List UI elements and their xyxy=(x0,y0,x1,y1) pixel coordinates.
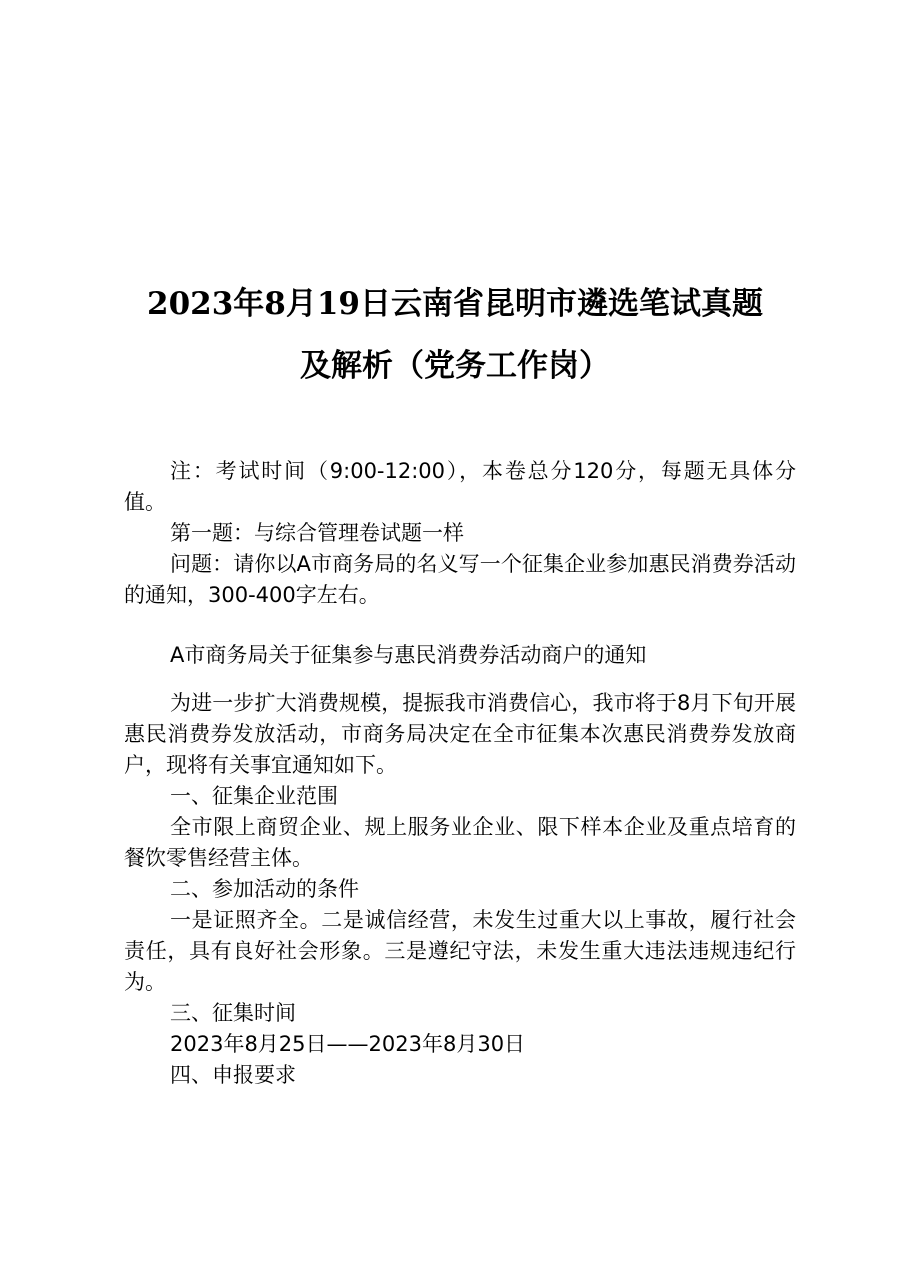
question-one-label: 第一题：与综合管理卷试题一样 xyxy=(170,521,464,545)
section-1-body: 全市限上商贸企业、规上服务业企业、限下样本企业及重点培育的餐饮零售经营主体。 xyxy=(124,815,796,870)
document-title-line1: 2023年8月19日云南省昆明市遴选笔试真题 xyxy=(147,286,763,322)
question-text: 问题：请你以A市商务局的名义写一个征集企业参加惠民消费券活动的通知，300-400字左右。 xyxy=(124,552,796,607)
notice-intro: 为进一步扩大消费规模，提振我市消费信心，我市将于8月下旬开展惠民消费券发放活动，市商务局决定在全市征集本次惠民消费券发放商户，现将有关事宜通知如下。 xyxy=(124,691,796,777)
section-3-heading: 三、征集时间 xyxy=(170,1001,296,1025)
section-3-body: 2023年8月25日——2023年8月30日 xyxy=(170,1032,526,1056)
document-title-line2: 及解析（党务工作岗） xyxy=(300,348,610,384)
notice-title: A市商务局关于征集参与惠民消费券活动商户的通知 xyxy=(170,643,647,667)
section-1-heading: 一、征集企业范围 xyxy=(170,784,338,808)
notice-title-block xyxy=(124,640,796,671)
exam-note: 注：考试时间（9:00-12:00），本卷总分120分，每题无具体分值。 xyxy=(124,459,796,514)
section-2-heading: 二、参加活动的条件 xyxy=(170,877,359,901)
section-2-body: 一是证照齐全。二是诚信经营，未发生过重大以上事故，履行社会责任，具有良好社会形象。三是遵纪守法，未发生重大违法违规违纪行为。 xyxy=(124,908,796,994)
notice-body xyxy=(124,688,796,1091)
section-4-heading: 四、申报要求 xyxy=(170,1063,296,1087)
note-block xyxy=(124,456,796,611)
